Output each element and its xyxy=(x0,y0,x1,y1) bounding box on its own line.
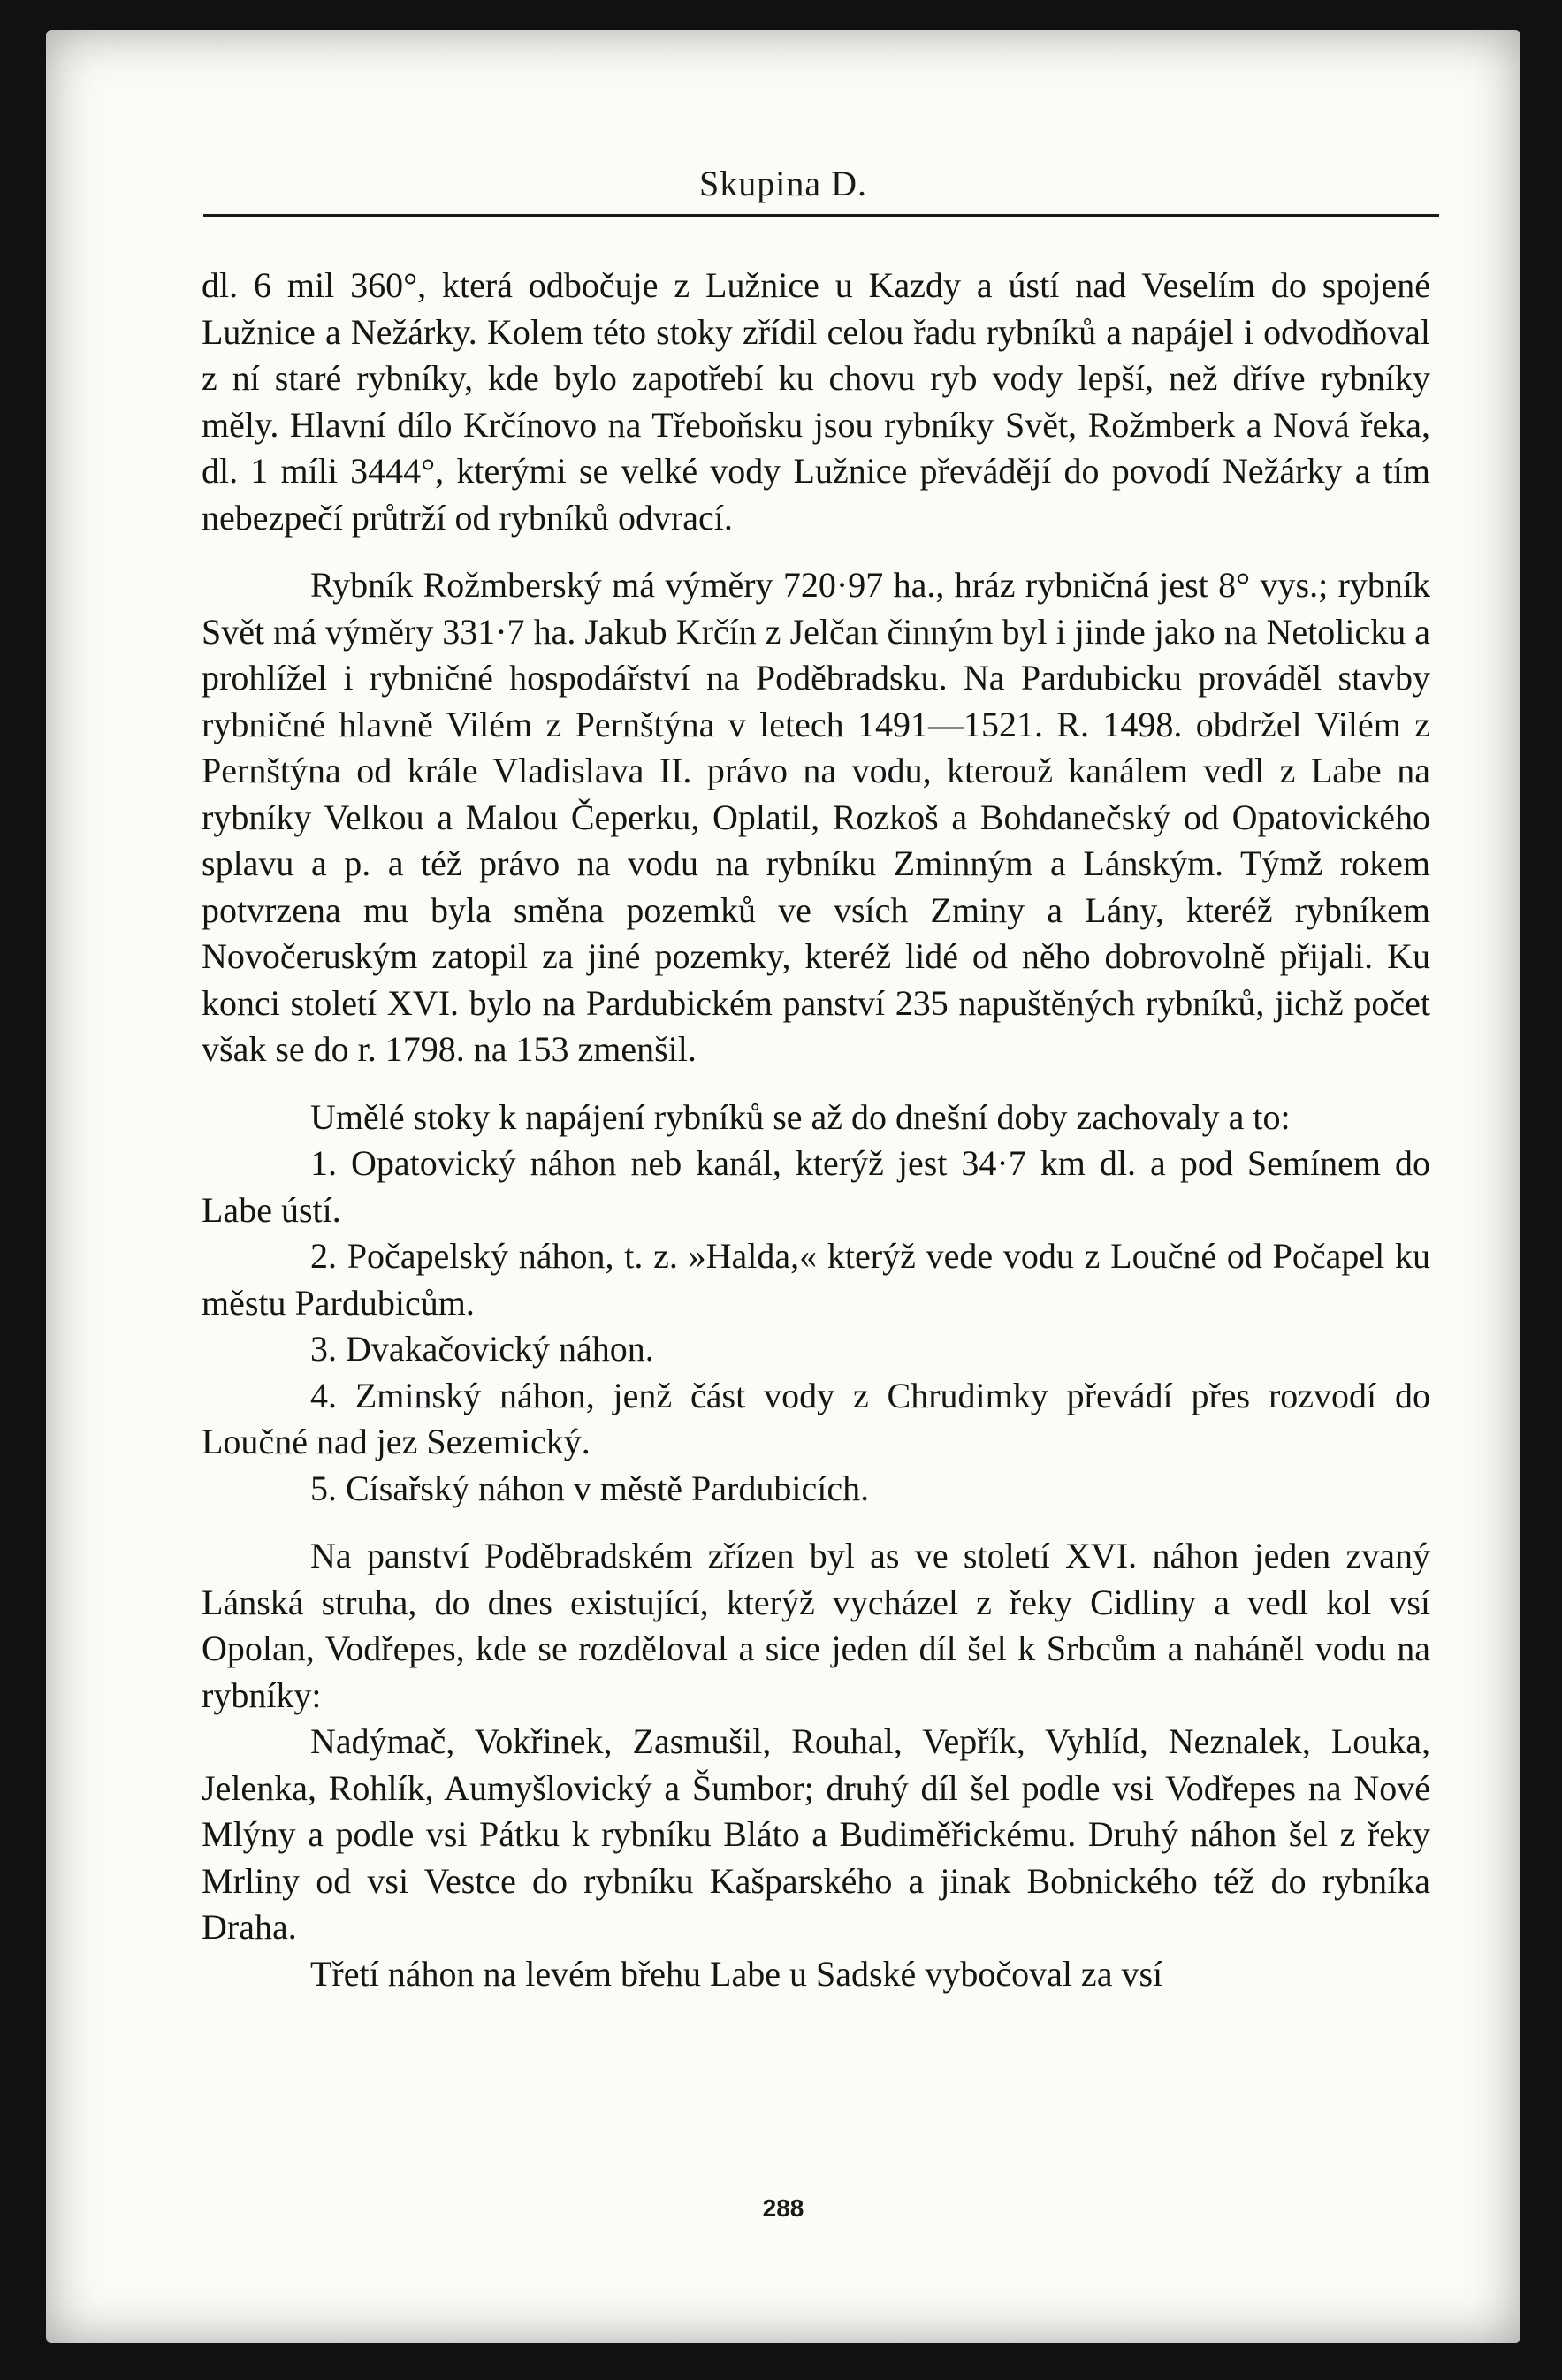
list-item-3: 3. Dvakačovický náhon. xyxy=(310,1329,654,1369)
header-rule xyxy=(203,214,1439,217)
list-item-2: 2. Počapelský náhon, t. z. »Halda,« kterýž vede vodu z Loučné od Počapel ku městu Pardubicům. xyxy=(202,1236,1430,1323)
page-number: 288 xyxy=(762,2194,804,2222)
paragraph-rozmberk: Rybník Rožmberský má výměry 720·97 ha., hráz rybničná jest 8° vys.; rybník Svět má výměry 331·7 ha. Jakub Krčín z Jelčan činným byl i jinde jako na Netolicku a prohlížel i rybničné hospodářství na Poděbradsku. Na Pardubicku prováděl stavby rybničné hlavně Vilém z Pernštýna v letech 1491—1521. R. 1498. obdržel Vilém z Pernštýna od krále Vladislava II. právo na vodu, kterouž kanálem vedl z Labe na rybníky Velkou a Malou Čeperku, Oplatil, Rozkoš a Bohdanečský od Opatovického splavu a p. a též právo na vodu na rybníku Zminným a Lánským. Týmž rokem potvrzena mu byla směna pozemků ve vsích Zminy a Lány, kteréž rybníkem Novočeruským zatopil za jiné pozemky, kteréž lidé od něho dobrovolně přijali. Ku konci století XVI. bylo na Pardubickém panství 235 napuštěných rybníků, jichž počet však se do r. 1798. na 153 zmenšil. xyxy=(202,565,1430,1069)
paragraph-stoky-intro: Umělé stoky k napájení rybníků se až do dnešní doby zachovaly a to: xyxy=(310,1096,1291,1137)
list-item-1: 1. Opatovický náhon neb kanál, kterýž jest 34·7 km dl. a pod Semínem do Labe ústí. xyxy=(202,1143,1430,1230)
body-text xyxy=(202,263,1430,1997)
paragraph-podebrady: Na panství Poděbradském zřízen byl as ve století XVI. náhon jeden zvaný Lánská struha, do dnes existující, kterýž vycházel z řeky Cidliny a vedl kol vsí Opolan, Vodřepes, kde se rozděloval a sice jeden díl šel k Srbcům a naháněl vodu na rybníky: xyxy=(202,1536,1430,1715)
list-item-5: 5. Císařský náhon v městě Pardubicích. xyxy=(310,1468,870,1508)
paragraph-continued: dl. 6 mil 360°, která odbočuje z Lužnice u Kazdy a ústí nad Veselím do spojené Lužnice a Nežárky. Kolem této stoky zřídil celou řadu rybníků a napájel i odvodňoval z ní staré rybníky, kde bylo zapotřebí ku chovu ryb vody lepší, než dříve rybníky měly. Hlavní dílo Krčínovo na Třeboňsku jsou rybníky Svět, Rožmberk a Nová řeka, dl. 1 míli 3444°, kterými se velké vody Lužnice převádějí do povodí Nežárky a tím nebezpečí průtrží od rybníků odvrací. xyxy=(202,265,1430,538)
list-item-4: 4. Zminský náhon, jenž část vody z Chrudimky převádí přes rozvodí do Loučné nad jez Sezemický. xyxy=(202,1375,1430,1461)
page-sheet xyxy=(46,30,1520,2343)
paragraph-treti-nahon: Třetí náhon na levém břehu Labe u Sadské vybočoval za vsí xyxy=(310,1953,1163,1994)
running-header: Skupina D. xyxy=(699,164,867,203)
paragraph-rybniky: Nadýmač, Vokřinek, Zasmušil, Rouhal, Vepřík, Vyhlíd, Neznalek, Louka, Jelenka, Rohlík, Aumyšlovický a Šumbor; druhý díl šel podle vsi Vodřepes na Nové Mlýny a podle vsi Pátku k rybníku Bláto a Budiměřickému. Druhý náhon šel z řeky Mrliny od vsi Vestce do rybníku Kašparského a jinak Bobnického též do rybníka Draha. xyxy=(202,1721,1430,1947)
